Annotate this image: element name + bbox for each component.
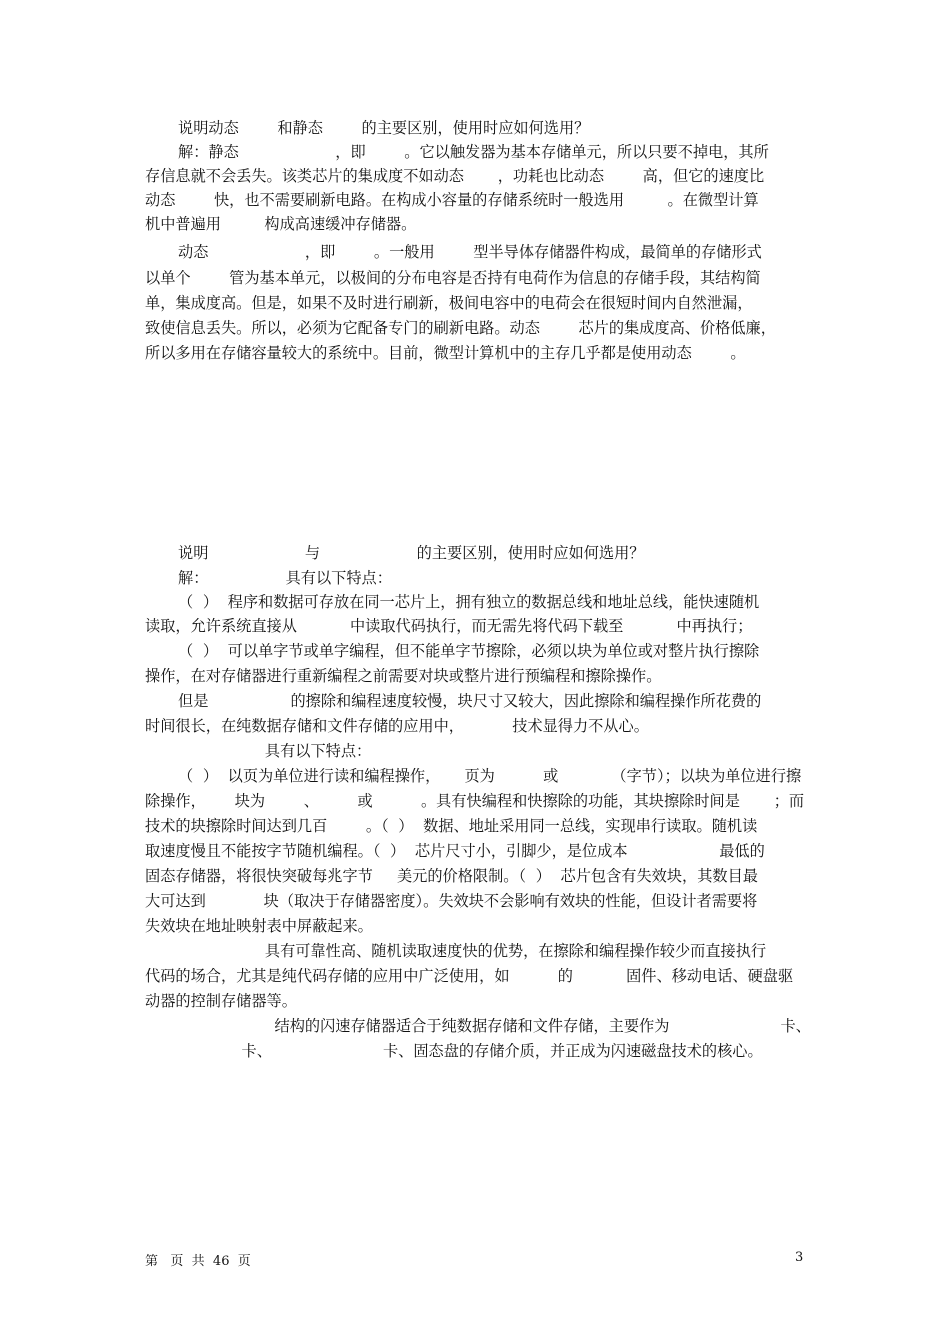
section1-line: 以单个 管为基本单元，以极间的分布电容是否持有电荷作为信息的存储手段，其结构简 [145,269,761,287]
section2-line: 动器的控制存储器等。 [145,992,297,1010]
section1-line: 解：静态 ，即 。它以触发器为基本存储单元，所以只要不掉电，其所 [178,143,769,161]
section2-line: （ ） 程序和数据可存放在同一芯片上，拥有独立的数据总线和地址总线，能快速随机 [178,593,760,611]
section2-line: 代码的场合，尤其是纯代码存储的应用中广泛使用，如 的 固件、移动电话、硬盘驱 [145,967,794,985]
section2-line: 具有以下特点： [178,742,372,760]
section1-line: 动态 快，也不需要刷新电路。在构成小容量的存储系统时一般选用 。在微型计算 [145,191,759,209]
section2-line: 失效块在地址映射表中屏蔽起来。 [145,917,373,935]
section2-line: 时间很长，在纯数据存储和文件存储的应用中， 技术显得力不从心。 [145,717,649,735]
section2-line: 操作，在对存储器进行重新编程之前需要对块或整片进行预编程和擦除操作。 [145,667,662,685]
page-number: 3 [795,1250,804,1265]
section2-line: （ ） 可以单字节或单字编程，但不能单字节擦除，必须以块为单位或对整片执行擦除 [178,642,760,660]
section2-line: 解： 具有以下特点： [178,569,392,587]
section2-line: 取速度慢且不能按字节随机编程。（ ） 芯片尺寸小，引脚少，是位成本 最低的 [145,842,765,860]
section2-heading: 说明 与 的主要区别，使用时应如何选用？ [178,544,645,562]
section1-line: 所以多用在存储容量较大的系统中。目前，微型计算机中的主存几乎都是使用动态 。 [145,344,746,362]
section2-line: （ ） 以页为单位进行读和编程操作， 页为 或 （字节）；以块为单位进行擦 [178,767,802,785]
section2-line: 固态存储器，将很快突破每兆字节 美元的价格限制。（ ） 芯片包含有失效块，其数目最 [145,867,758,885]
section2-line: 技术的块擦除时间达到几百 。（ ） 数据、地址采用同一总线，实现串行读取。随机读 [145,817,758,835]
section1-line: 存信息就不会丢失。该类芯片的集成度不如动态 ，功耗也比动态 高，但它的速度比 [145,167,765,185]
section2-line: 除操作， 块为 、 或 。具有快编程和快擦除的功能，其块擦除时间是 ；而 [145,792,805,810]
section1-line: 机中普遍用 构成高速缓冲存储器。 [145,215,417,233]
section1-line: 单，集成度高。但是，如果不及时进行刷新，极间电容中的电荷会在很短时间内自然泄漏， [145,294,753,312]
section2-line: 大可达到 块（取决于存储器密度）。失效块不会影响有效块的性能，但设计者需要将 [145,892,758,910]
section2-line: 读取，允许系统直接从 中读取代码执行，而无需先将代码下载至 中再执行； [145,617,753,635]
page-count-label: 第 页 共 46 页 [145,1254,251,1269]
section2-line: 具有可靠性高、随机读取速度快的优势，在擦除和编程操作较少而直接执行 [178,942,767,960]
section1-heading: 说明动态 和静态 的主要区别，使用时应如何选用？ [178,119,590,137]
section2-line: 卡、 卡、固态盘的存储介质，并正成为闪速磁盘技术的核心。 [145,1042,763,1060]
section2-line: 结构的闪速存储器适合于纯数据存储和文件存储，主要作为 卡、 [178,1017,811,1035]
section1-line: 致使信息丢失。所以，必须为它配备专门的刷新电路。动态 芯片的集成度高、价格低廉， [145,319,776,337]
section1-line: 动态 ，即 。一般用 型半导体存储器件构成，最简单的存储形式 [178,243,762,261]
section2-line: 但是 的擦除和编程速度较慢，块尺寸又较大，因此擦除和编程操作所花费的 [178,692,762,710]
